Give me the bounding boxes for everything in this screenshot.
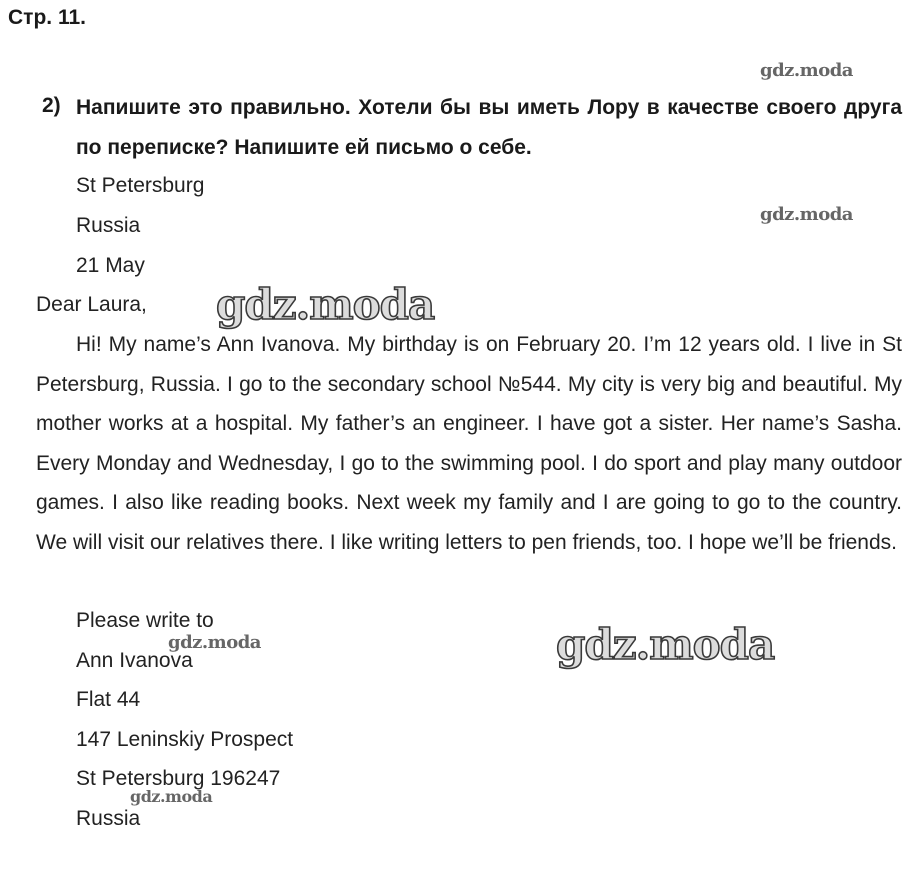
task-instruction: Напишите это правильно. Хотели бы вы иметь Лору в качестве своего друга по переписке? Напишите ей письмо о себе. [76, 96, 902, 159]
watermark-small-bottom: gdz.moda [130, 787, 213, 806]
task-number: 2) [42, 94, 61, 117]
watermark-large-bottom: gdz.moda [556, 620, 775, 669]
closing-street: 147 Leninskiy Prospect [76, 728, 294, 751]
watermark-small-left: gdz.moda [168, 632, 261, 653]
closing-flat: Flat 44 [76, 688, 141, 711]
watermark-large-top: gdz.moda [216, 280, 435, 329]
letter-greeting: Dear Laura, [36, 293, 147, 316]
watermark-top-right: gdz.moda [760, 60, 853, 81]
letter-body: Hi! My name’s Ann Ivanova. My birthday is on February 20. I’m 12 years old. I live in St Petersburg, Russia. I go to the secondary school №544. My city is very big and beautiful. My mother works at a hospital. My father’s an engineer. I have got a sister. Her name’s Sasha. Every Monday and Wednesday, I go to the swimming pool. I do sport and play many outdoor games. I also like reading books. Next week my family and I are going to go to the country. We will visit our relatives there. I like writing letters to pen friends, too. I hope we’ll be friends. [36, 333, 902, 554]
closing-please-write: Please write to [76, 609, 214, 632]
closing-city-postcode: St Petersburg 196247 [76, 767, 281, 790]
address-city: St Petersburg [76, 174, 205, 197]
closing-name: Ann Ivanova [76, 649, 193, 672]
address-country: Russia [76, 214, 141, 237]
closing-country: Russia [76, 807, 141, 830]
letter-date: 21 May [76, 254, 145, 277]
page-reference: Стр. 11. [8, 6, 86, 29]
watermark-right-mid: gdz.moda [760, 204, 853, 225]
